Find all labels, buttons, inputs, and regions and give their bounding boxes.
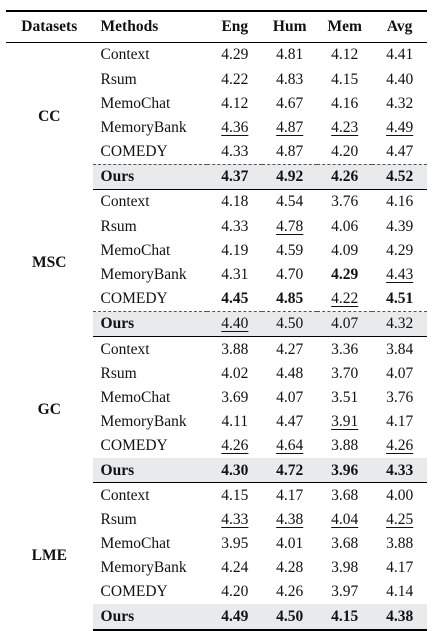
- value-text: 4.17: [386, 413, 414, 431]
- value-text: 4.11: [221, 413, 249, 431]
- value-cell: [372, 263, 427, 287]
- method-cell: MemoryBank: [100, 118, 187, 136]
- value-text: 4.37: [221, 168, 249, 186]
- value-text: 4.07: [276, 388, 304, 406]
- value-text: 4.47: [276, 413, 304, 431]
- value-text: 4.40: [386, 70, 414, 88]
- value-cell: [317, 140, 372, 165]
- value-text: 4.83: [276, 70, 304, 88]
- value-text: 3.91: [331, 413, 359, 431]
- value-cell: [372, 386, 427, 410]
- value-text: 4.28: [276, 559, 304, 577]
- value-cell: [262, 140, 317, 165]
- value-cell: [207, 337, 262, 362]
- value-text: 4.47: [386, 143, 414, 161]
- value-text: 4.12: [331, 46, 359, 64]
- value-cell: [372, 483, 427, 508]
- value-cell: [262, 361, 317, 385]
- value-cell: [317, 532, 372, 556]
- method-cell: Rsum: [100, 510, 137, 528]
- value-cell: [207, 604, 262, 629]
- header-row: [6, 11, 427, 43]
- value-cell: [317, 604, 372, 629]
- value-cell: [262, 43, 317, 68]
- value-cell: [372, 164, 427, 189]
- method-cell: Ours: [93, 164, 208, 189]
- value-text: 4.25: [386, 510, 414, 528]
- value-cell: [372, 458, 427, 483]
- value-cell: [262, 458, 317, 483]
- value-text: 4.26: [331, 168, 359, 186]
- value-text: 4.59: [276, 241, 304, 259]
- value-cell: [207, 483, 262, 508]
- method-cell: Ours: [93, 458, 208, 483]
- method-cell: COMEDY: [100, 143, 168, 161]
- value-cell: [262, 67, 317, 91]
- value-text: 4.32: [386, 94, 414, 112]
- value-text: 4.15: [331, 70, 359, 88]
- value-cell: [372, 434, 427, 458]
- value-text: 3.36: [331, 340, 359, 358]
- value-text: 4.29: [386, 241, 414, 259]
- header-avg: Avg: [372, 11, 427, 43]
- value-cell: [317, 214, 372, 238]
- value-cell: [372, 43, 427, 68]
- method-cell: Rsum: [100, 217, 137, 235]
- value-cell: [317, 410, 372, 434]
- value-text: 3.84: [386, 340, 414, 358]
- value-text: 4.02: [221, 364, 249, 382]
- value-cell: [262, 239, 317, 263]
- value-text: 4.85: [276, 290, 304, 308]
- value-cell: [317, 67, 372, 91]
- value-text: 4.32: [386, 315, 414, 333]
- value-text: 3.76: [331, 193, 359, 211]
- value-text: 4.17: [276, 486, 304, 504]
- value-text: 4.70: [276, 266, 304, 284]
- value-text: 4.07: [331, 315, 359, 333]
- value-text: 4.48: [276, 364, 304, 382]
- value-cell: [317, 164, 372, 189]
- value-cell: [317, 361, 372, 385]
- value-cell: [207, 67, 262, 91]
- value-cell: [262, 434, 317, 458]
- value-text: 4.72: [276, 461, 304, 479]
- table-body: [6, 43, 427, 630]
- value-text: 4.15: [331, 607, 359, 625]
- value-cell: [372, 116, 427, 140]
- header-datasets: Datasets: [6, 11, 93, 43]
- value-text: 4.04: [331, 510, 359, 528]
- value-cell: [207, 458, 262, 483]
- value-text: 3.76: [386, 388, 414, 406]
- value-text: 3.51: [331, 388, 359, 406]
- value-text: 4.15: [221, 486, 249, 504]
- table-row: [6, 43, 427, 68]
- value-cell: [372, 556, 427, 580]
- value-cell: [262, 287, 317, 312]
- value-text: 4.87: [276, 118, 304, 136]
- value-text: 4.51: [386, 290, 414, 308]
- dataset-label: CC: [38, 107, 61, 125]
- value-text: 4.50: [276, 607, 304, 625]
- value-text: 4.27: [276, 340, 304, 358]
- value-text: 4.39: [386, 217, 414, 235]
- value-text: 3.95: [221, 535, 249, 553]
- value-cell: [317, 312, 372, 337]
- value-text: 4.33: [221, 217, 249, 235]
- value-cell: [207, 386, 262, 410]
- table-row: [6, 190, 427, 215]
- value-cell: [207, 263, 262, 287]
- value-cell: [262, 483, 317, 508]
- value-text: 4.29: [331, 266, 359, 284]
- dataset-label: LME: [31, 547, 67, 565]
- value-cell: [262, 604, 317, 629]
- value-cell: [317, 116, 372, 140]
- value-text: 4.52: [386, 168, 414, 186]
- value-cell: [317, 580, 372, 604]
- value-text: 3.70: [331, 364, 359, 382]
- value-text: 4.16: [386, 193, 414, 211]
- value-text: 3.88: [331, 437, 359, 455]
- value-cell: [372, 190, 427, 215]
- method-cell: MemoryBank: [100, 266, 187, 284]
- value-text: 4.40: [221, 315, 249, 333]
- value-cell: [262, 263, 317, 287]
- method-cell: MemoryBank: [100, 413, 187, 431]
- dataset-label: MSC: [32, 254, 67, 272]
- value-text: 3.88: [386, 535, 414, 553]
- method-cell: MemoChat: [100, 535, 171, 553]
- value-text: 4.67: [276, 94, 304, 112]
- value-cell: [207, 116, 262, 140]
- method-cell: Rsum: [100, 70, 137, 88]
- value-text: 4.18: [221, 193, 249, 211]
- value-text: 4.87: [276, 143, 304, 161]
- value-cell: [372, 604, 427, 629]
- value-text: 4.50: [276, 315, 304, 333]
- value-cell: [262, 532, 317, 556]
- value-cell: [262, 410, 317, 434]
- header-methods: Methods: [93, 11, 208, 43]
- value-cell: [317, 386, 372, 410]
- value-cell: [317, 458, 372, 483]
- value-cell: [262, 386, 317, 410]
- value-cell: [262, 556, 317, 580]
- value-cell: [207, 164, 262, 189]
- value-text: 4.41: [386, 46, 414, 64]
- method-cell: COMEDY: [100, 437, 168, 455]
- value-text: 4.12: [221, 94, 249, 112]
- value-text: 4.29: [221, 46, 249, 64]
- method-cell: MemoChat: [100, 94, 171, 112]
- value-cell: [372, 287, 427, 312]
- table-row: [6, 483, 427, 508]
- value-cell: [207, 361, 262, 385]
- method-cell: COMEDY: [100, 290, 168, 308]
- method-cell: MemoryBank: [100, 559, 187, 577]
- value-text: 4.24: [221, 559, 249, 577]
- value-cell: [372, 532, 427, 556]
- value-text: 4.81: [276, 46, 304, 64]
- value-cell: [372, 508, 427, 532]
- value-cell: [372, 361, 427, 385]
- method-cell: Ours: [93, 312, 208, 337]
- value-text: 4.33: [386, 461, 414, 479]
- header-eng: Eng: [207, 11, 262, 43]
- value-text: 3.68: [331, 486, 359, 504]
- value-text: 4.26: [276, 583, 304, 601]
- value-cell: [372, 91, 427, 115]
- value-cell: [207, 214, 262, 238]
- value-cell: [317, 337, 372, 362]
- value-cell: [262, 337, 317, 362]
- value-text: 4.06: [331, 217, 359, 235]
- value-text: 4.22: [221, 70, 249, 88]
- value-text: 4.49: [221, 607, 249, 625]
- value-text: 4.64: [276, 437, 304, 455]
- value-cell: [207, 532, 262, 556]
- value-text: 4.31: [221, 266, 249, 284]
- value-text: 3.69: [221, 388, 249, 406]
- value-cell: [372, 239, 427, 263]
- value-cell: [317, 483, 372, 508]
- value-cell: [317, 287, 372, 312]
- dataset-label: GC: [37, 401, 61, 419]
- header-mem: Mem: [317, 11, 372, 43]
- value-cell: [317, 263, 372, 287]
- value-cell: [317, 190, 372, 215]
- value-text: 3.68: [331, 535, 359, 553]
- value-cell: [372, 580, 427, 604]
- value-cell: [207, 43, 262, 68]
- value-cell: [262, 580, 317, 604]
- value-cell: [207, 556, 262, 580]
- value-cell: [207, 140, 262, 165]
- value-cell: [207, 580, 262, 604]
- value-text: 4.33: [221, 143, 249, 161]
- value-cell: [317, 239, 372, 263]
- value-text: 3.97: [331, 583, 359, 601]
- value-cell: [372, 214, 427, 238]
- method-cell: Ours: [93, 604, 208, 629]
- value-text: 4.19: [221, 241, 249, 259]
- value-cell: [372, 410, 427, 434]
- value-cell: [262, 91, 317, 115]
- value-text: 4.23: [331, 118, 359, 136]
- results-table: [6, 10, 427, 631]
- method-cell: Context: [100, 193, 150, 211]
- value-cell: [317, 434, 372, 458]
- value-text: 4.30: [221, 461, 249, 479]
- method-cell: MemoChat: [100, 388, 171, 406]
- value-text: 4.92: [276, 168, 304, 186]
- table-row: [6, 337, 427, 362]
- value-cell: [207, 508, 262, 532]
- value-text: 4.20: [331, 143, 359, 161]
- method-cell: Context: [100, 486, 150, 504]
- value-cell: [207, 91, 262, 115]
- value-cell: [372, 140, 427, 165]
- value-cell: [207, 410, 262, 434]
- value-text: 4.36: [221, 118, 249, 136]
- value-cell: [262, 312, 317, 337]
- value-cell: [372, 312, 427, 337]
- header-hum: Hum: [262, 11, 317, 43]
- value-text: 4.38: [386, 607, 414, 625]
- value-text: 3.88: [221, 340, 249, 358]
- value-text: 4.14: [386, 583, 414, 601]
- value-cell: [372, 67, 427, 91]
- value-cell: [207, 239, 262, 263]
- value-cell: [317, 91, 372, 115]
- value-text: 4.26: [221, 437, 249, 455]
- value-text: 4.33: [221, 510, 249, 528]
- value-text: 4.38: [276, 510, 304, 528]
- value-cell: [207, 312, 262, 337]
- value-text: 4.22: [331, 290, 359, 308]
- value-cell: [262, 508, 317, 532]
- value-text: 3.96: [331, 461, 359, 479]
- method-cell: Context: [100, 46, 150, 64]
- value-text: 4.09: [331, 241, 359, 259]
- value-text: 4.26: [386, 437, 414, 455]
- value-text: 4.20: [221, 583, 249, 601]
- value-text: 4.45: [221, 290, 249, 308]
- value-cell: [317, 556, 372, 580]
- value-cell: [317, 508, 372, 532]
- method-cell: MemoChat: [100, 241, 171, 259]
- value-cell: [262, 164, 317, 189]
- value-text: 4.78: [276, 217, 304, 235]
- value-cell: [262, 116, 317, 140]
- value-cell: [207, 434, 262, 458]
- value-text: 4.01: [276, 535, 304, 553]
- value-text: 4.07: [386, 364, 414, 382]
- value-text: 4.54: [276, 193, 304, 211]
- value-cell: [207, 190, 262, 215]
- method-cell: COMEDY: [100, 583, 168, 601]
- method-cell: Context: [100, 340, 150, 358]
- value-text: 4.00: [386, 486, 414, 504]
- value-cell: [317, 43, 372, 68]
- value-text: 3.98: [331, 559, 359, 577]
- value-text: 4.43: [386, 266, 414, 284]
- value-text: 4.17: [386, 559, 414, 577]
- value-cell: [372, 337, 427, 362]
- value-cell: [262, 190, 317, 215]
- method-cell: Rsum: [100, 364, 137, 382]
- value-text: 4.49: [386, 118, 414, 136]
- value-cell: [262, 214, 317, 238]
- value-cell: [207, 287, 262, 312]
- value-text: 4.16: [331, 94, 359, 112]
